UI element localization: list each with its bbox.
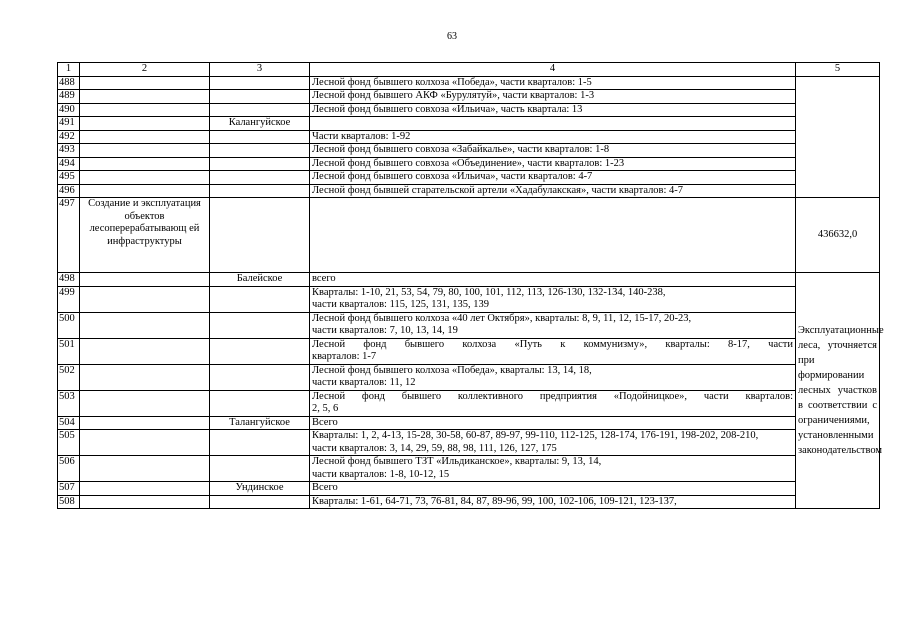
row-number: 496 <box>58 184 80 198</box>
description-cell: Всего <box>310 416 796 430</box>
purpose-cell <box>80 416 210 430</box>
column-header: 5 <box>796 63 880 77</box>
description-cell: Кварталы: 1-61, 64-71, 73, 76-81, 84, 87, 89-96, 99, 100, 102-106, 109-121, 123-137, <box>310 495 796 509</box>
description-cell: Лесной фонд бывшего АКФ «Бурулятуй», части кварталов: 1-3 <box>310 90 796 104</box>
table-row <box>58 430 880 456</box>
forestry-cell <box>210 76 310 90</box>
row-number: 492 <box>58 130 80 144</box>
exploitation-forest-note: Эксплуатационные леса, уточняется при формировании лесных участков в соответствии с ограничениями, установленными законодательством <box>798 325 884 456</box>
purpose-cell <box>80 171 210 185</box>
table-row <box>58 171 880 185</box>
purpose-cell <box>80 390 210 416</box>
row-number: 490 <box>58 103 80 117</box>
description-line: Лесной фонд бывшего коллективного предприятия «Подойницкое», части кварталов: <box>312 390 793 402</box>
table-row <box>58 103 880 117</box>
row-number: 503 <box>58 390 80 416</box>
description-cell: Лесной фонд бывшего ТЗТ «Ильдиканское», кварталы: 9, 13, 14, части кварталов: 1-8, 10-12, 15 <box>310 456 796 482</box>
row-number: 498 <box>58 273 80 287</box>
forestry-cell: Балейское <box>210 273 310 287</box>
description-cell <box>310 338 796 364</box>
purpose-cell <box>80 273 210 287</box>
row-number: 507 <box>58 482 80 496</box>
table-row <box>58 495 880 509</box>
forestry-cell <box>210 495 310 509</box>
row-number: 495 <box>58 171 80 185</box>
row-number: 491 <box>58 117 80 131</box>
purpose-cell <box>80 286 210 312</box>
column5-empty-cell <box>796 76 880 198</box>
description-cell: Лесной фонд бывшего колхоза «Победа», части кварталов: 1-5 <box>310 76 796 90</box>
table-row <box>58 482 880 496</box>
row-number: 500 <box>58 312 80 338</box>
description-cell <box>310 198 796 273</box>
description-cell: Лесной фонд бывшего совхоза «Объединение», части кварталов: 1-23 <box>310 157 796 171</box>
table-row <box>58 157 880 171</box>
description-line: кварталов: 1-7 <box>312 351 377 362</box>
forestry-cell <box>210 338 310 364</box>
table-row <box>58 76 880 90</box>
description-cell: Лесной фонд бывшей старательской артели «Хадабулакская», части кварталов: 4-7 <box>310 184 796 198</box>
description-cell: всего <box>310 273 796 287</box>
purpose-cell <box>80 103 210 117</box>
row-number: 493 <box>58 144 80 158</box>
area-total-cell <box>796 198 880 273</box>
description-line: Лесной фонд бывшего колхоза «Путь к коммунизму», кварталы: 8-17, части <box>312 338 793 350</box>
purpose-cell <box>80 495 210 509</box>
table-row <box>58 390 880 416</box>
description-cell: Лесной фонд бывшего колхоза «Победа», кварталы: 13, 14, 18, части кварталов: 11, 12 <box>310 364 796 390</box>
description-cell <box>310 117 796 131</box>
forestry-cell <box>210 286 310 312</box>
purpose-cell <box>80 184 210 198</box>
row-number: 501 <box>58 338 80 364</box>
forestry-cell: Талангуйское <box>210 416 310 430</box>
column-header: 3 <box>210 63 310 77</box>
purpose-cell <box>80 430 210 456</box>
description-line: 2, 5, 6 <box>312 403 339 414</box>
purpose-cell <box>80 364 210 390</box>
purpose-cell <box>80 117 210 131</box>
description-cell: Кварталы: 1-10, 21, 53, 54, 79, 80, 100, 101, 112, 113, 126-130, 132-134, 140-238, части кварталов: 115, 125, 131, 135, 139 <box>310 286 796 312</box>
description-cell: Лесной фонд бывшего совхоза «Забайкалье», части кварталов: 1-8 <box>310 144 796 158</box>
forestry-cell <box>210 390 310 416</box>
column-header: 4 <box>310 63 796 77</box>
table-row <box>58 312 880 338</box>
description-cell: Части кварталов: 1-92 <box>310 130 796 144</box>
table-row <box>58 338 880 364</box>
table-row <box>58 456 880 482</box>
description-cell: Лесной фонд бывшего совхоза «Ильича», часть квартала: 13 <box>310 103 796 117</box>
purpose-cell <box>80 90 210 104</box>
row-number: 504 <box>58 416 80 430</box>
forestry-cell <box>210 456 310 482</box>
row-number: 508 <box>58 495 80 509</box>
row-number: 502 <box>58 364 80 390</box>
description-cell: Кварталы: 1, 2, 4-13, 15-28, 30-58, 60-87, 89-97, 99-110, 112-125, 128-174, 176-191, 198-202, 208-210, части кварталов: 3, 14, 29, 59, 88, 98, 111, 126, 127, 175 <box>310 430 796 456</box>
table-row <box>58 184 880 198</box>
forestry-cell <box>210 430 310 456</box>
table-row <box>58 273 880 287</box>
purpose-cell <box>80 338 210 364</box>
forestry-cell <box>210 364 310 390</box>
table-row <box>58 198 880 273</box>
purpose-cell <box>80 130 210 144</box>
page-number: 63 <box>447 31 457 42</box>
forestry-cell <box>210 90 310 104</box>
purpose-cell <box>80 456 210 482</box>
row-number: 489 <box>58 90 80 104</box>
row-number: 488 <box>58 76 80 90</box>
table-row <box>58 416 880 430</box>
purpose-cell <box>80 157 210 171</box>
forestry-cell <box>210 144 310 158</box>
forestry-cell <box>210 184 310 198</box>
purpose-cell <box>80 76 210 90</box>
table-row <box>58 286 880 312</box>
table-row <box>58 130 880 144</box>
forestry-cell <box>210 103 310 117</box>
description-cell: Всего <box>310 482 796 496</box>
row-number: 499 <box>58 286 80 312</box>
forestry-cell <box>210 312 310 338</box>
table-row <box>58 364 880 390</box>
column-header: 2 <box>80 63 210 77</box>
table-row <box>58 144 880 158</box>
description-cell: Лесной фонд бывшего совхоза «Ильича», части кварталов: 4-7 <box>310 171 796 185</box>
purpose-cell <box>80 144 210 158</box>
forestry-cell <box>210 157 310 171</box>
description-cell: Лесной фонд бывшего колхоза «40 лет Октября», кварталы: 8, 9, 11, 12, 15-17, 20-23, части кварталов: 7, 10, 13, 14, 19 <box>310 312 796 338</box>
description-cell <box>310 390 796 416</box>
forestry-cell: Ундинское <box>210 482 310 496</box>
forestry-cell <box>210 198 310 273</box>
column5-note-cell <box>796 273 884 509</box>
forest-fund-table <box>57 62 884 509</box>
row-number: 494 <box>58 157 80 171</box>
row-number: 506 <box>58 456 80 482</box>
forestry-cell: Калангуйское <box>210 117 310 131</box>
purpose-cell <box>80 312 210 338</box>
purpose-cell: Создание и эксплуатация объектов лесоперерабатывающ ей инфраструктуры <box>80 198 210 273</box>
purpose-cell <box>80 482 210 496</box>
column-header: 1 <box>58 63 80 77</box>
table-header-row <box>58 63 880 77</box>
forestry-cell <box>210 171 310 185</box>
row-number: 505 <box>58 430 80 456</box>
forestry-cell <box>210 130 310 144</box>
table-row <box>58 90 880 104</box>
row-number: 497 <box>58 198 80 273</box>
area-total-value: 436632,0 <box>817 228 858 240</box>
table-row <box>58 117 880 131</box>
